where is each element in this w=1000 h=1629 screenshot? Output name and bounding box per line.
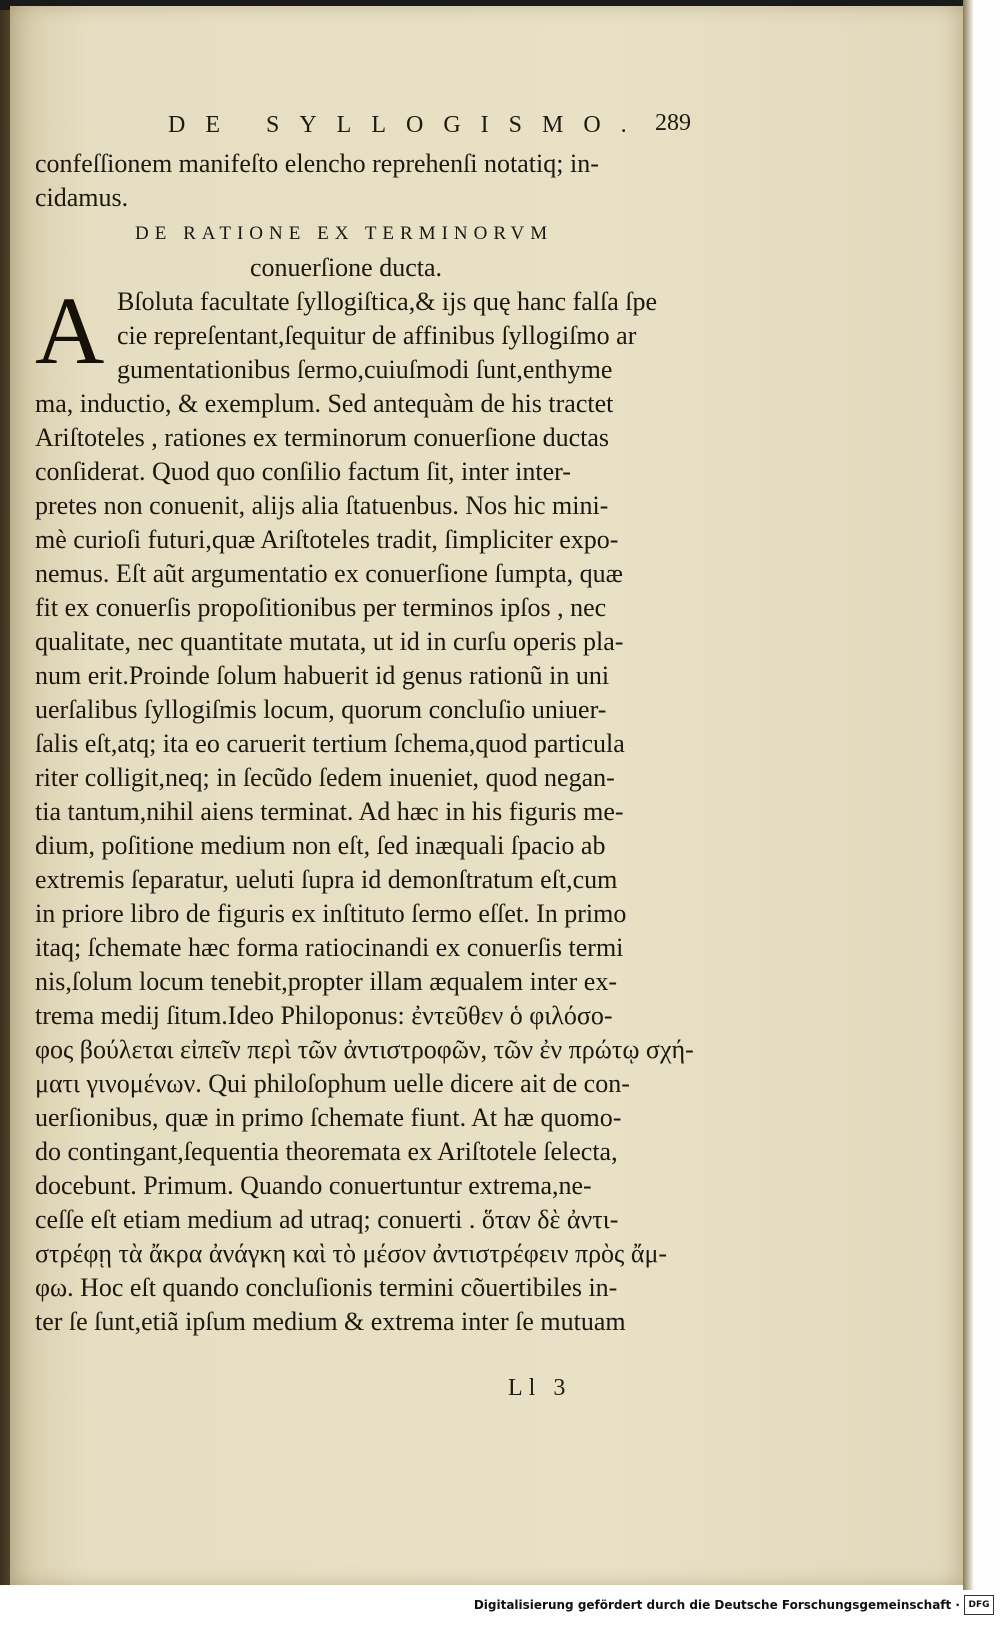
text-line: nis,ſolum locum tenebit,propter illam æqualem inter ex- bbox=[35, 967, 617, 996]
text-line: gumentationibus ſermo,cuiuſmodi ſunt,enthyme bbox=[117, 355, 613, 384]
text-line: conſiderat. Quod quo conſilio factum ſit, inter inter- bbox=[35, 457, 571, 486]
text-line: mè curioſi futuri,quæ Ariſtoteles tradit, ſimpliciter expo- bbox=[35, 525, 619, 554]
text-line: extremis ſeparatur, ueluti ſupra id demonſtratum eſt,cum bbox=[35, 865, 618, 894]
dfg-logo: DFG bbox=[964, 1595, 994, 1615]
footer-bar bbox=[0, 1590, 1000, 1629]
text-line: riter colligit,neq; in ſecũdo ſedem inueniet, quod negan- bbox=[35, 763, 615, 792]
text-line: tia tantum,nihil aiens terminat. Ad hæc in his figuris me- bbox=[35, 797, 624, 826]
text-line: num erit.Proinde ſolum habuerit id genus rationũ in uni bbox=[35, 661, 610, 690]
page-right-edge bbox=[963, 0, 1000, 1590]
page-number: 289 bbox=[655, 110, 691, 136]
funding-credit: Digitalisierung gefördert durch die Deutsche Forschungsgemeinschaft · bbox=[473, 1598, 960, 1612]
text-line: ma, inductio, & exemplum. Sed antequàm de his tractet bbox=[35, 389, 614, 418]
section-heading: DE RATIONE EX TERMINORVM bbox=[135, 223, 554, 244]
section-heading-subline: conuerſione ducta. bbox=[250, 253, 443, 282]
text-line: nemus. Eſt aũt argumentatio ex conuerſione ſumpta, quæ bbox=[35, 559, 623, 588]
text-line: qualitate, nec quantitate mutata, ut id in curſu operis pla- bbox=[35, 627, 624, 656]
running-title: DE SYLLOGISMO. bbox=[168, 112, 647, 138]
text-line: Ariſtoteles , rationes ex terminorum conuerſione ductas bbox=[35, 423, 609, 452]
page-text bbox=[35, 147, 695, 1339]
text-line: ſalis eſt,atq; ita eo caruerit tertium ſchema,quod particula bbox=[35, 729, 625, 758]
signature-mark: Ll 3 bbox=[508, 1375, 572, 1401]
greek-line: φος βούλεται εἰπεῖν περὶ τῶν ἀντιστροφῶν, τῶν ἐν πρώτῳ σχή- bbox=[35, 1035, 694, 1064]
text-line: dium, poſitione medium non eſt, ſed inæquali ſpacio ab bbox=[35, 831, 606, 860]
text-line: cie repreſentant,ſequitur de affinibus ſyllogiſmo ar bbox=[117, 321, 637, 350]
text-line: ceſſe eſt etiam medium ad utraq; conuerti . ὅταν δὲ ἀντι- bbox=[35, 1205, 619, 1234]
text-line: ματι γινομένων. Qui philoſophum uelle dicere ait de con- bbox=[35, 1069, 630, 1098]
greek-line: στρέφῃ τὰ ἄκρα ἀνάγκη καὶ τὸ μέσον ἀντιστρέφειν πρὸς ἄμ- bbox=[35, 1239, 668, 1268]
text-line: docebunt. Primum. Quando conuertuntur extrema,ne- bbox=[35, 1171, 592, 1200]
drop-cap: A bbox=[35, 277, 105, 384]
text-line: fit ex conuerſis propoſitionibus per terminos ipſos , nec bbox=[35, 593, 607, 622]
text-line: confeſſionem manifeſto elencho reprehenſi notatiq; in- bbox=[35, 149, 599, 178]
text-line: trema medij ſitum.Ideo Philoponus: ἐντεῦθεν ὁ φιλόσο- bbox=[35, 1001, 613, 1030]
text-line: uerſionibus, quæ in primo ſchemate fiunt. At hæ quomo- bbox=[35, 1103, 622, 1132]
text-line: uerſalibus ſyllogiſmis locum, quorum concluſio uniuer- bbox=[35, 695, 607, 724]
text-line: itaq; ſchemate hæc forma ratiocinandi ex conuerſis termi bbox=[35, 933, 624, 962]
text-line: Bſoluta facultate ſyllogiſtica,& ijs quę hanc falſa ſpe bbox=[117, 287, 658, 316]
text-line: cidamus. bbox=[35, 183, 129, 212]
text-line: pretes non conuenit, alijs alia ſtatuenbus. Nos hic mini- bbox=[35, 491, 609, 520]
text-line: in priore libro de figuris ex inſtituto ſermo eſſet. In primo bbox=[35, 899, 627, 928]
text-line: do contingant,ſequentia theoremata ex Ariſtotele ſelecta, bbox=[35, 1137, 618, 1166]
text-line: ter ſe ſunt,etiã ipſum medium & extrema inter ſe mutuam bbox=[35, 1307, 626, 1336]
text-line: φω. Hoc eſt quando concluſionis termini cõuertibiles in- bbox=[35, 1273, 618, 1302]
